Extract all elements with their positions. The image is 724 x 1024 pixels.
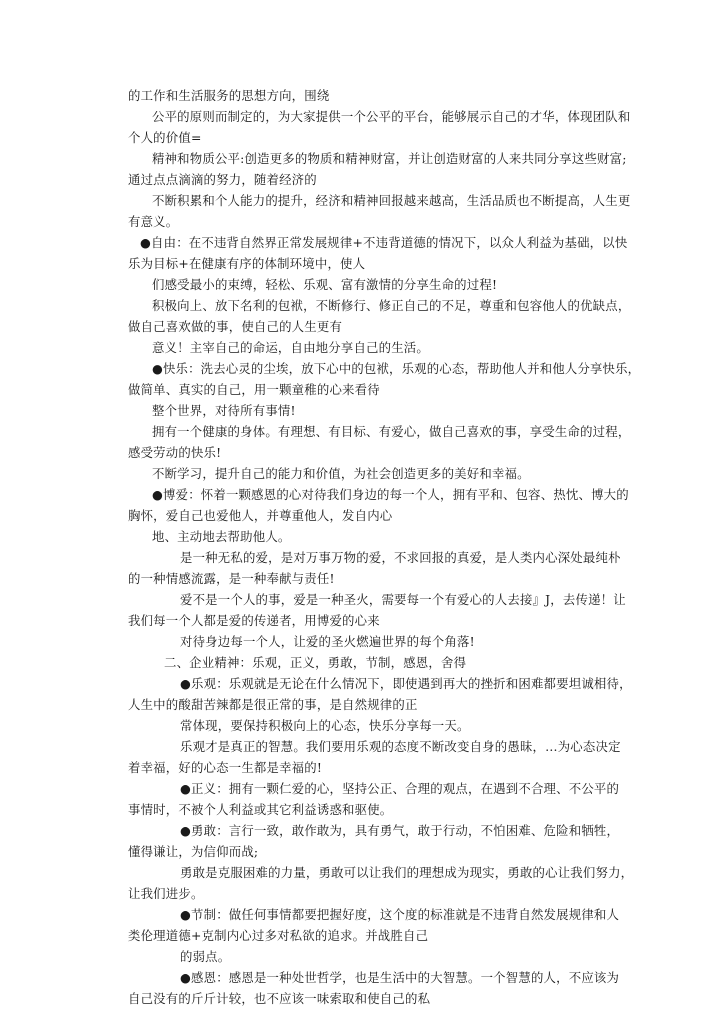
text-line: 常体现，要保持积极向上的心态，快乐分享每一天。 bbox=[180, 718, 470, 733]
text-line: 事情时，不被个人利益或其它利益诱惑和驱使。 bbox=[128, 802, 393, 817]
text-line: 的弱点。 bbox=[180, 949, 231, 964]
text-line: 对待身边每一个人，让爱的圣火燃遍世界的每个角落! bbox=[180, 634, 475, 649]
text-line: 公平的原则而制定的，为大家提供一个公平的平台，能够展示自己的才华，体现团队和 bbox=[152, 109, 631, 124]
text-line: ●节制：做任何事情都要把握好度，这个度的标准就是不违背自然发展规律和人 bbox=[180, 907, 620, 922]
text-line: 有意义。 bbox=[128, 214, 179, 229]
text-line: 懂得谦让，为信仰而战; bbox=[128, 844, 259, 859]
text-line: ●自由：在不违背自然界正常发展规律+不违背道德的情况下，以众人利益为基础，以快 bbox=[140, 235, 628, 250]
text-line: 着幸福，好的心态一生都是幸福的! bbox=[128, 760, 323, 775]
text-line: 类伦理道德+克制内心过多对私欲的追求。并战胜自己 bbox=[128, 928, 429, 943]
text-line: 意义！主宰自己的命运，自由地分享自己的生活。 bbox=[152, 340, 429, 355]
text-line: 们感受最小的束缚，轻松、乐观、富有激情的分享生命的过程! bbox=[152, 277, 498, 292]
text-line: ●勇敢：言行一致，敢作敢为，具有勇气，敢于行动，不怕困难、危险和牺牲， bbox=[180, 823, 620, 838]
text-line: 勇敢是克服困难的力量，勇敢可以让我们的理想成为现实，勇敢的心让我们努力， bbox=[180, 865, 634, 880]
text-line: 不断积累和个人能力的提升，经济和精神回报越来越高，生活品质也不断提高，人生更 bbox=[152, 193, 631, 208]
text-line: 我们每一个人都是爱的传递者，用博爱的心来 bbox=[128, 613, 380, 628]
text-line: ●感恩：感恩是一种处世哲学，也是生活中的大智慧。一个智慧的人，不应该为 bbox=[180, 970, 620, 985]
text-line: 整个世界，对待所有事情! bbox=[152, 403, 296, 418]
text-line: 做简单、真实的自己，用一颗童稚的心来看待 bbox=[128, 382, 380, 397]
text-line: 是一种无私的爱，是对万事万物的爱，不求回报的真爱，是人类内心深处最纯朴 bbox=[180, 550, 621, 565]
text-line: 感受劳动的快乐! bbox=[128, 445, 222, 460]
text-line: 个人的价值= bbox=[128, 130, 202, 145]
text-line: ●博爱：怀着一颗感恩的心对待我们身边的每一个人，拥有平和、包容、热忱、博大的 bbox=[152, 487, 629, 502]
text-line: 的一种情感流露，是一种奉献与责任! bbox=[128, 571, 335, 586]
text-line: 爱不是一个人的事，爱是一种圣火，需要每一个有爱心的人去接』J，去传递！让 bbox=[180, 592, 626, 607]
text-line: 乐观才是真正的智慧。我们要用乐观的态度不断改变自身的愚昧，…为心态决定 bbox=[180, 739, 621, 754]
text-line: 乐为目标+在健康有序的体制环境中，使人 bbox=[128, 256, 366, 271]
text-line: ●乐观：乐观就是无论在什么情况下，即使遇到再大的挫折和困难都要坦诚相待， bbox=[180, 676, 632, 691]
text-line: 地、主动地去帮助他人。 bbox=[152, 529, 291, 544]
text-line: 积极向上、放下名利的包袱，不断修行、修正自己的不足，尊重和包容他人的优缺点， bbox=[152, 298, 631, 313]
text-line: ●正义：拥有一颗仁爱的心，坚持公正、合理的观点，在遇到不合理、不公平的 bbox=[180, 781, 620, 796]
text-line: 通过点点滴滴的努力，随着经济的 bbox=[128, 172, 317, 187]
text-line: 的工作和生活服务的思想方向，围绕 bbox=[128, 88, 330, 103]
text-line: 胸怀，爱自己也爱他人，并尊重他人，发自内心 bbox=[128, 508, 393, 523]
text-line: 让我们进步。 bbox=[128, 886, 204, 901]
text-line: 做自己喜欢做的事，使自己的人生更有 bbox=[128, 319, 343, 334]
text-line: 精神和物质公平:创造更多的物质和精神财富，并让创造财富的人来共同分享这些财富; bbox=[152, 151, 627, 166]
text-line: ●快乐：洗去心灵的尘埃，放下心中的包袱，乐观的心态，帮助他人并和他人分享快乐， bbox=[152, 362, 641, 376]
section-heading: 二、企业精神：乐观，正义，勇敢，节制，感恩，舍得 bbox=[164, 655, 467, 670]
text-line: 不断学习，提升自己的能力和价值，为社会创造更多的美好和幸福。 bbox=[152, 466, 530, 481]
text-line: 自己没有的斤斤计较，也不应该一味索取和使自己的私 bbox=[128, 991, 431, 1006]
text-line: 人生中的酸甜苦辣都是很正常的事，是自然规律的正 bbox=[128, 697, 418, 712]
text-line: 拥有一个健康的身体。有理想、有目标、有爱心，做自己喜欢的事，享受生命的过程， bbox=[152, 424, 631, 439]
